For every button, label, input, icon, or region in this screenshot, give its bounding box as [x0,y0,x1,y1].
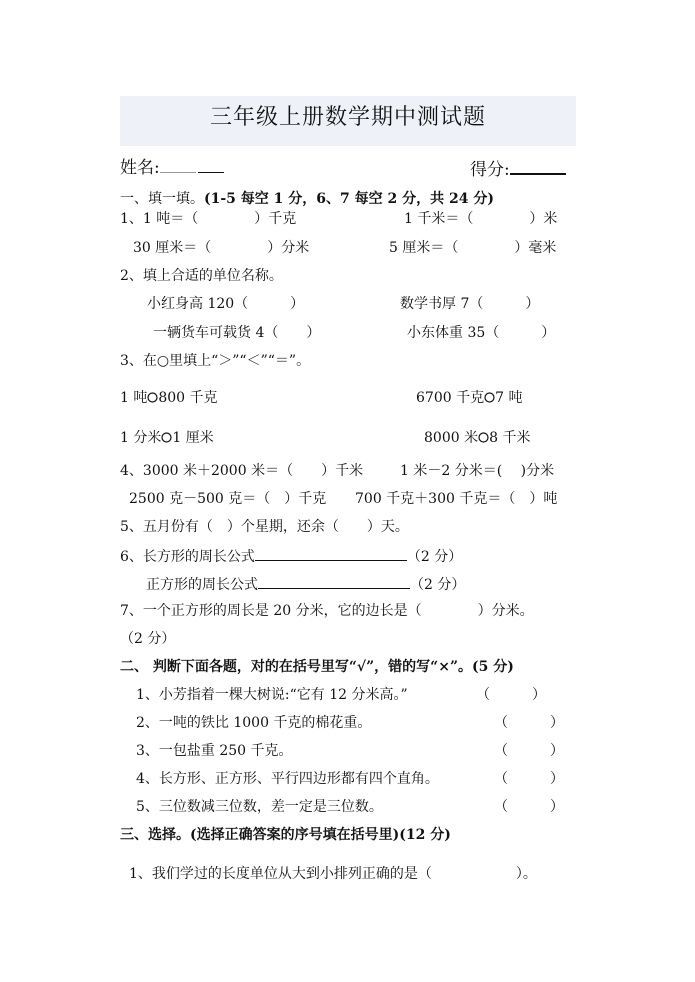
q7-line1: 7、一个正方形的周长是 20 分米，它的边长是（ ）分米。 [120,603,534,619]
q3-b [416,389,522,407]
q3-b-left: 6700 千克 [416,390,485,406]
compare-circle-icon[interactable] [161,432,172,443]
q4-c: 2500 克－500 克＝（ ）千克 [129,491,327,507]
q6-b-blank[interactable] [258,574,410,589]
q5: 5、五月份有（ ）个星期，还余（ ）天。 [120,519,409,535]
section-1-title: 一、填一填。 [120,191,204,207]
judge-item-1: 1、小芳指着一棵大树说:“它有 12 分米高。” [136,687,408,703]
q1-b: 1 千米＝（ ）米 [404,211,558,227]
judge-paren-2[interactable]: （ ） [494,715,564,731]
score-label: 得分: [470,160,510,180]
name-blank-dotted[interactable] [160,158,196,173]
page-title: 三年级上册数学期中测试题 [209,105,486,130]
q6-b [146,574,465,594]
q3-c [120,429,214,447]
q3-c-right: 1 厘米 [172,430,214,446]
score-blank[interactable] [510,157,566,175]
q3-d [424,429,530,447]
q2-a: 小红身高 120（ ） [147,296,305,312]
section-1-heading [120,190,494,208]
q6-a-label: 6、长方形的周长公式 [120,549,255,565]
q6-a-blank[interactable] [255,546,407,561]
q4-d: 700 千克＋300 千克＝（ ）吨 [355,491,558,507]
judge-paren-1[interactable]: （ ） [476,687,546,703]
q3-a-left: 1 吨 [120,390,148,406]
q1-c: 30 厘米＝（ ）分米 [133,240,310,256]
judge-paren-5[interactable]: （ ） [494,799,564,815]
q1-a: 1、1 吨＝（ ）千克 [120,211,297,227]
q6-b-score: （2 分） [410,577,466,593]
judge-item-5: 5、三位数减三位数，差一定是三位数。 [136,799,383,815]
q6-a-score: （2 分） [406,549,463,565]
q4-b: 1 米－2 分米＝( )分米 [400,463,555,479]
q3-d-left: 8000 米 [424,430,479,446]
compare-circle-icon[interactable] [478,432,489,443]
q6-a [120,546,462,566]
judge-paren-3[interactable]: （ ） [494,743,564,759]
q3-stem: 3、在○里填上“＞”“＜”“＝”。 [120,353,311,369]
section-1-rule: (1-5 每空 1 分，6、7 每空 2 分，共 24 分) [204,191,494,207]
judge-item-4: 4、长方形、正方形、平行四边形都有四个直角。 [136,771,439,787]
q3-a-right: 800 千克 [158,390,218,406]
q3-a [120,389,218,407]
compare-circle-icon[interactable] [147,392,158,403]
judge-item-2: 2、一吨的铁比 1000 千克的棉花重。 [136,715,372,731]
compare-circle-icon[interactable] [484,392,495,403]
name-row [120,157,224,179]
score-row [470,157,566,181]
judge-item-3: 3、一包盐重 250 千克。 [136,743,293,759]
q1-d: 5 厘米＝（ ）毫米 [389,240,557,256]
section-2-heading: 二、 判断下面各题，对的在括号里写“√”，错的写“×”。(5 分) [120,659,514,675]
choice-q1: 1、我们学过的长度单位从大到小排列正确的是（ ）。 [129,866,537,882]
q6-b-label: 正方形的周长公式 [146,577,258,593]
q2-stem: 2、填上合适的单位名称。 [120,268,283,284]
q3-c-left: 1 分米 [120,430,162,446]
q2-b: 数学书厚 7（ ） [400,296,540,312]
q7-line2: （2 分） [120,631,176,647]
q2-c: 一辆货车可载货 4（ ） [153,325,321,341]
q3-b-right: 7 吨 [495,390,523,406]
q3-d-right: 8 千米 [489,430,531,446]
q4-a: 4、3000 米＋2000 米＝（ ）千米 [120,463,364,479]
name-label: 姓名: [120,158,160,178]
judge-paren-4[interactable]: （ ） [494,771,564,787]
q2-d: 小东体重 35（ ） [407,325,556,341]
section-3-heading: 三、选择。(选择正确答案的序号填在括号里)(12 分) [120,827,451,843]
name-blank[interactable] [198,158,224,173]
